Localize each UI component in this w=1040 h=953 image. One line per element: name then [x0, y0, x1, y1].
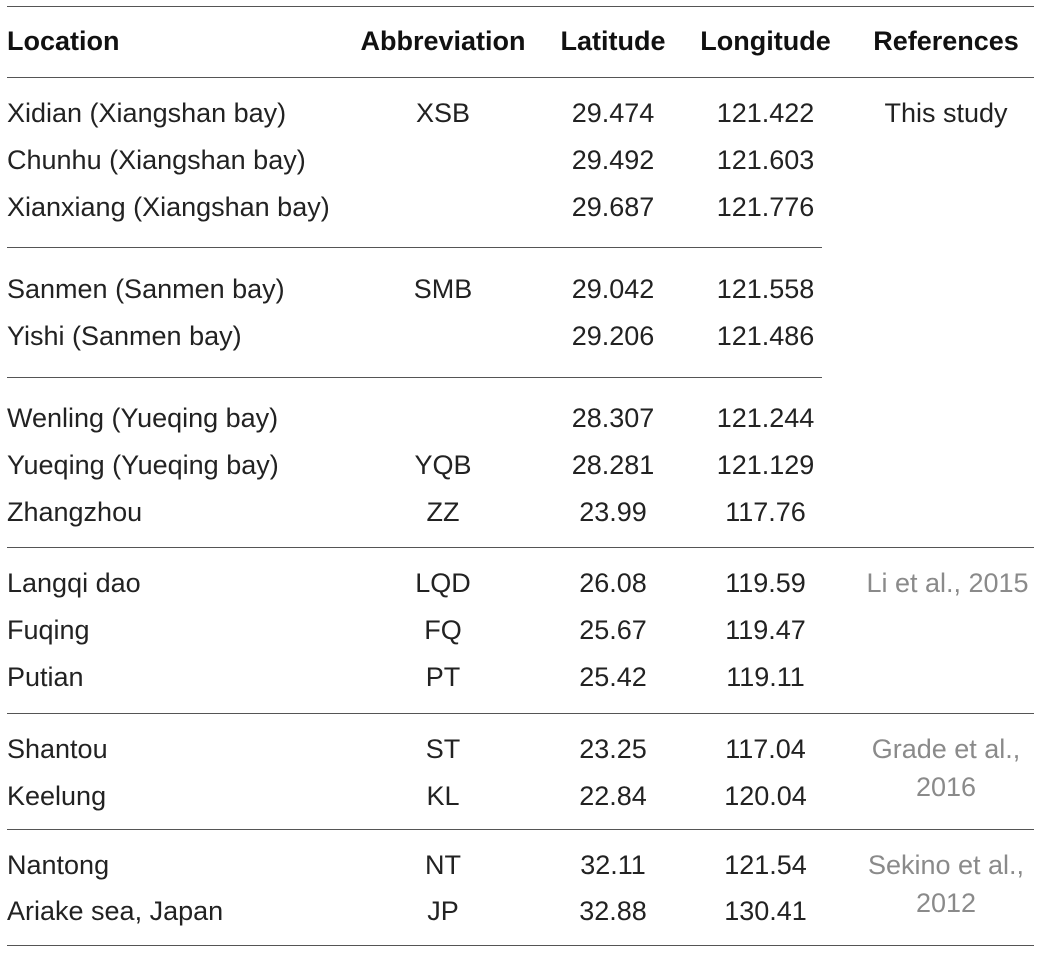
header-bottom-rule [7, 77, 1034, 78]
table-bottom-rule [7, 945, 1034, 946]
reference-grade-line2: 2016 [915, 772, 977, 802]
table-top-rule [7, 6, 1034, 7]
cell-abbreviation: LQD [415, 568, 471, 598]
reference-sekino-line2: 2012 [915, 888, 977, 918]
cell-latitude: 28.281 [571, 450, 655, 480]
cell-latitude: 23.25 [579, 734, 647, 764]
cell-location: Shantou [7, 734, 108, 764]
group-rule-yqb [7, 547, 1034, 548]
cell-longitude: 119.59 [725, 568, 806, 598]
cell-abbreviation: KL [426, 781, 460, 811]
cell-abbreviation: SMB [413, 274, 473, 304]
cell-latitude: 32.88 [579, 896, 647, 926]
reference-grade-line1: Grade et al., [871, 734, 1021, 764]
cell-location: Ariake sea, Japan [7, 896, 224, 926]
reference-sekino-line1: Sekino et al., [867, 850, 1025, 880]
header-longitude: Longitude [700, 26, 831, 56]
cell-latitude: 26.08 [579, 568, 647, 598]
cell-longitude: 119.11 [726, 662, 805, 692]
cell-latitude: 25.67 [579, 615, 647, 645]
cell-location: Yueqing (Yueqing bay) [7, 450, 279, 480]
cell-latitude: 29.687 [571, 192, 655, 222]
cell-abbreviation: ZZ [426, 497, 460, 527]
header-references: References [873, 26, 1019, 56]
group-rule-li [7, 713, 1034, 714]
cell-latitude: 29.492 [571, 145, 655, 175]
cell-location: Wenling (Yueqing bay) [7, 403, 279, 433]
cell-longitude: 121.603 [716, 145, 815, 175]
cell-longitude: 121.422 [716, 98, 815, 128]
cell-abbreviation: JP [427, 896, 459, 926]
cell-latitude: 29.042 [571, 274, 655, 304]
reference-this-study: This study [884, 98, 1008, 128]
cell-longitude: 121.129 [716, 450, 815, 480]
cell-location: Xidian (Xiangshan bay) [7, 98, 287, 128]
cell-location: Nantong [7, 850, 110, 880]
cell-abbreviation: XSB [415, 98, 471, 128]
group-rule-grade [7, 829, 1034, 830]
cell-latitude: 23.99 [579, 497, 647, 527]
cell-abbreviation: YQB [414, 450, 472, 480]
cell-latitude: 22.84 [579, 781, 647, 811]
cell-longitude: 117.04 [725, 734, 806, 764]
cell-location: Fuqing [7, 615, 90, 645]
header-abbreviation: Abbreviation [360, 26, 526, 56]
cell-longitude: 121.244 [716, 403, 815, 433]
cell-longitude: 120.04 [724, 781, 807, 811]
cell-location: Putian [7, 662, 84, 692]
cell-longitude: 121.776 [716, 192, 815, 222]
group-rule-smb [7, 377, 822, 378]
cell-longitude: 117.76 [725, 497, 806, 527]
cell-abbreviation: ST [425, 734, 461, 764]
cell-latitude: 25.42 [579, 662, 647, 692]
cell-latitude: 29.474 [571, 98, 655, 128]
cell-location: Zhangzhou [7, 497, 143, 527]
cell-location: Keelung [7, 781, 107, 811]
cell-longitude: 121.558 [716, 274, 815, 304]
group-rule-xsb [7, 247, 822, 248]
cell-latitude: 28.307 [571, 403, 655, 433]
cell-location: Chunhu (Xiangshan bay) [7, 145, 306, 175]
cell-location: Xianxiang (Xiangshan bay) [7, 192, 330, 222]
cell-longitude: 121.486 [716, 321, 815, 351]
header-latitude: Latitude [560, 26, 666, 56]
cell-longitude: 130.41 [724, 896, 807, 926]
header-location: Location [7, 26, 120, 56]
cell-latitude: 29.206 [571, 321, 655, 351]
cell-abbreviation: NT [425, 850, 461, 880]
reference-li-2015: Li et al., 2015 [866, 568, 1029, 598]
cell-longitude: 121.54 [724, 850, 807, 880]
cell-location: Langqi dao [7, 568, 141, 598]
cell-abbreviation: PT [425, 662, 461, 692]
cell-abbreviation: FQ [424, 615, 462, 645]
cell-latitude: 32.11 [580, 850, 646, 880]
cell-longitude: 119.47 [725, 615, 806, 645]
cell-location: Yishi (Sanmen bay) [7, 321, 242, 351]
cell-location: Sanmen (Sanmen bay) [7, 274, 285, 304]
